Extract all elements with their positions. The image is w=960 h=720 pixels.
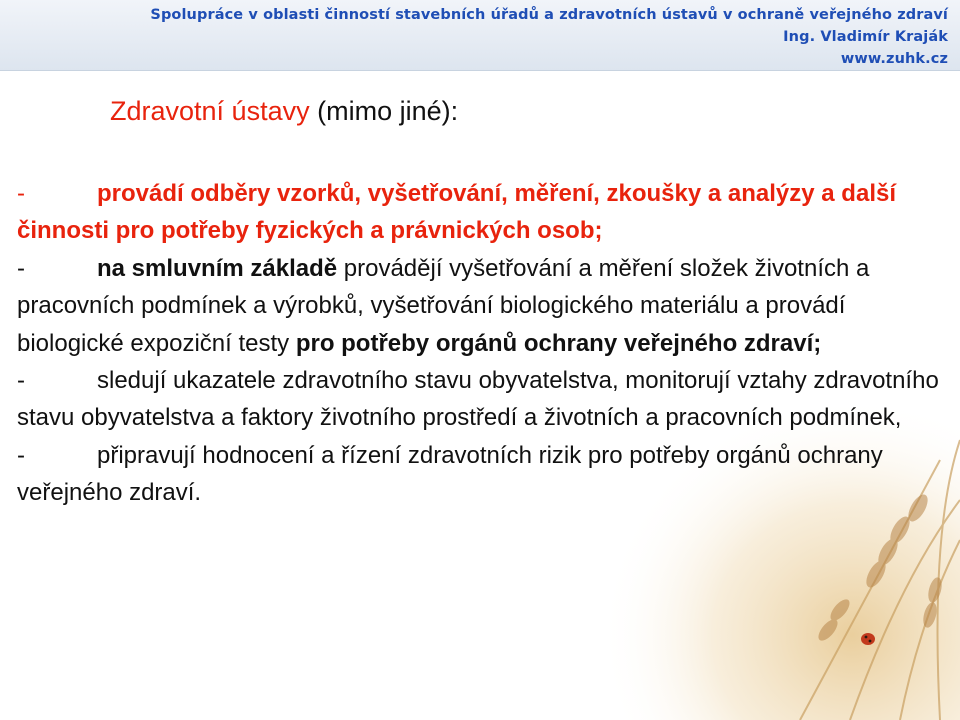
title-main: Zdravotní ústavy: [110, 96, 310, 126]
item-2-bold-lead: na smluvním základě: [97, 254, 338, 282]
list-item-2: [17, 250, 947, 362]
slide-content: [17, 175, 947, 512]
list-item-1: [17, 175, 947, 250]
item-2-bold-tail: pro potřeby orgánů ochrany veřejného zdraví;: [295, 329, 822, 357]
item-4-text: připravují hodnocení a řízení zdravotních rizik pro potřeby orgánů ochrany veřejného zdraví.: [17, 441, 883, 507]
item-2-dash: -: [17, 254, 25, 282]
item-2-text: provádějí vyšetřování a měření složek životních a pracovních podmínek a výrobků, vyšetřování biologického materiálu a provádí biologické expoziční testy: [17, 254, 870, 357]
list-item-4: [17, 437, 947, 512]
item-3-text: sledují ukazatele zdravotního stavu obyvatelstva, monitorují vztahy zdravotního stavu obyvatelstva a faktory životního prostředí a životních a pracovních podmínek,: [17, 367, 939, 432]
item-3-dash: -: [17, 367, 25, 395]
header-website: www.zuhk.cz: [840, 51, 948, 67]
header-title: Spolupráce v oblasti činností stavebních úřadů a zdravotních ústavů v ochraně veřejného zdraví: [150, 7, 948, 23]
item-1-text: provádí odběry vzorků, vyšetřování, měření, zkoušky a analýzy a další činnosti pro potřeby fyzických a právnických osob;: [17, 180, 896, 245]
item-4-dash: -: [17, 441, 25, 469]
list-item-3: [17, 362, 947, 437]
slide-title: [110, 94, 458, 128]
item-1-dash: -: [17, 180, 25, 207]
header-author: Ing. Vladimír Kraják: [783, 29, 948, 45]
title-paren: (mimo jiné):: [317, 96, 459, 126]
slide-header: [150, 4, 948, 70]
ladybug-icon: [861, 633, 875, 645]
